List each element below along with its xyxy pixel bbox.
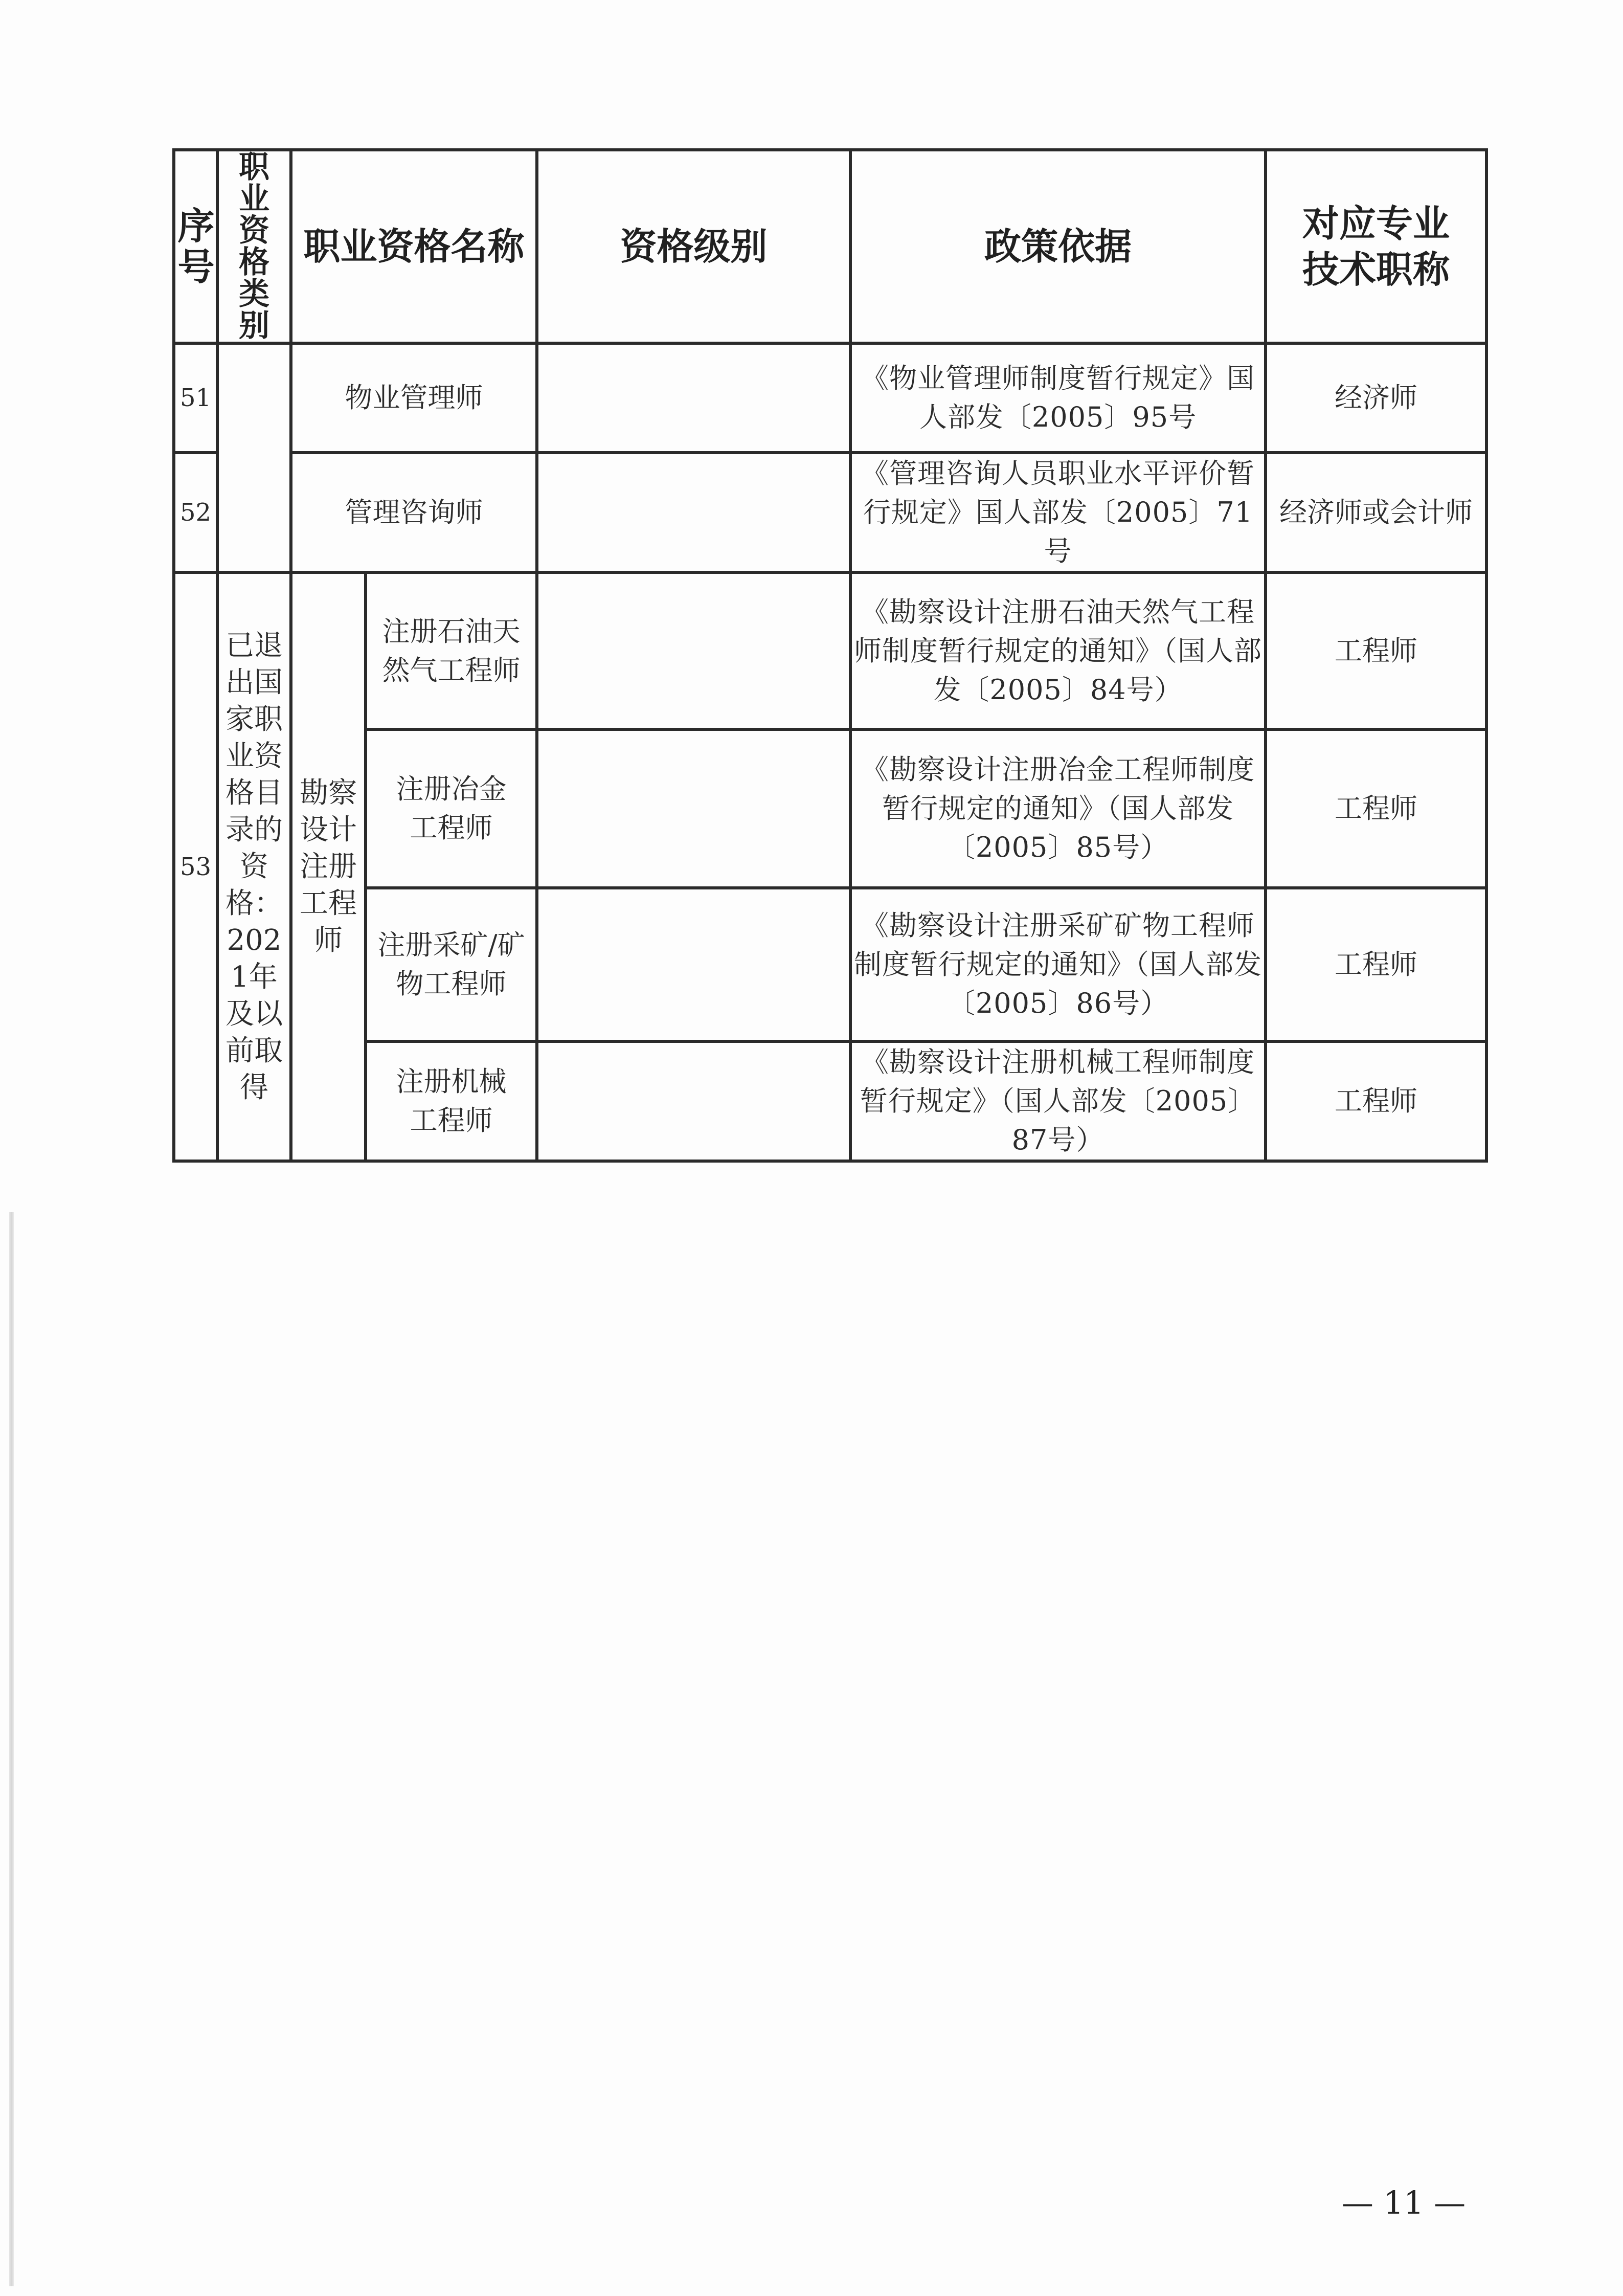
header-seq: 序号 xyxy=(174,150,217,343)
cell-title: 工程师 xyxy=(1266,729,1486,888)
cell-seq: 51 xyxy=(174,343,217,453)
header-title: 对应专业技术职称 xyxy=(1266,150,1486,343)
table-row xyxy=(174,888,1486,1041)
cell-policy: 《勘察设计注册采矿矿物工程师制度暂行规定的通知》（国人部发〔2005〕86号） xyxy=(850,888,1266,1041)
cell-level xyxy=(537,343,850,453)
cell-level xyxy=(537,572,850,729)
cell-title: 经济师或会计师 xyxy=(1266,453,1486,572)
cell-name: 注册石油天然气工程师 xyxy=(366,572,537,729)
cell-level xyxy=(537,453,850,572)
cell-subgroup: 勘察设计注册工程师 xyxy=(291,572,366,1161)
table-row xyxy=(174,729,1486,888)
page-number: — 11 — xyxy=(1341,2184,1466,2221)
cell-name: 注册机械工程师 xyxy=(366,1041,537,1161)
cell-policy: 《物业管理师制度暂行规定》国人部发〔2005〕95号 xyxy=(850,343,1266,453)
cell-policy: 《勘察设计注册石油天然气工程师制度暂行规定的通知》（国人部发〔2005〕84号） xyxy=(850,572,1266,729)
cell-title: 工程师 xyxy=(1266,888,1486,1041)
cell-name: 注册冶金工程师 xyxy=(366,729,537,888)
cell-title: 工程师 xyxy=(1266,1041,1486,1161)
qualification-table xyxy=(172,148,1488,1163)
cell-name: 物业管理师 xyxy=(291,343,537,453)
scan-artifact-line xyxy=(9,1212,14,2286)
header-policy: 政策依据 xyxy=(850,150,1266,343)
cell-title: 工程师 xyxy=(1266,572,1486,729)
cell-policy: 《勘察设计注册机械工程师制度暂行规定》（国人部发〔2005〕87号） xyxy=(850,1041,1266,1161)
header-row xyxy=(174,150,1486,343)
table-row xyxy=(174,343,1486,453)
table-row xyxy=(174,572,1486,729)
table-row xyxy=(174,453,1486,572)
cell-seq: 53 xyxy=(174,572,217,1161)
cell-level xyxy=(537,729,850,888)
cell-policy: 《管理咨询人员职业水平评价暂行规定》国人部发〔2005〕71号 xyxy=(850,453,1266,572)
cell-category: 已退出国家职业资格目录的资格：2021年及以前取得 xyxy=(217,572,291,1161)
cell-name: 注册采矿/矿物工程师 xyxy=(366,888,537,1041)
cell-category xyxy=(217,343,291,572)
header-name: 职业资格名称 xyxy=(291,150,537,343)
cell-seq: 52 xyxy=(174,453,217,572)
header-category: 职业资格类别 xyxy=(217,150,291,343)
header-level: 资格级别 xyxy=(537,150,850,343)
cell-name: 管理咨询师 xyxy=(291,453,537,572)
cell-title: 经济师 xyxy=(1266,343,1486,453)
cell-level xyxy=(537,1041,850,1161)
cell-policy: 《勘察设计注册冶金工程师制度暂行规定的通知》（国人部发〔2005〕85号） xyxy=(850,729,1266,888)
table-row xyxy=(174,1041,1486,1161)
cell-level xyxy=(537,888,850,1041)
